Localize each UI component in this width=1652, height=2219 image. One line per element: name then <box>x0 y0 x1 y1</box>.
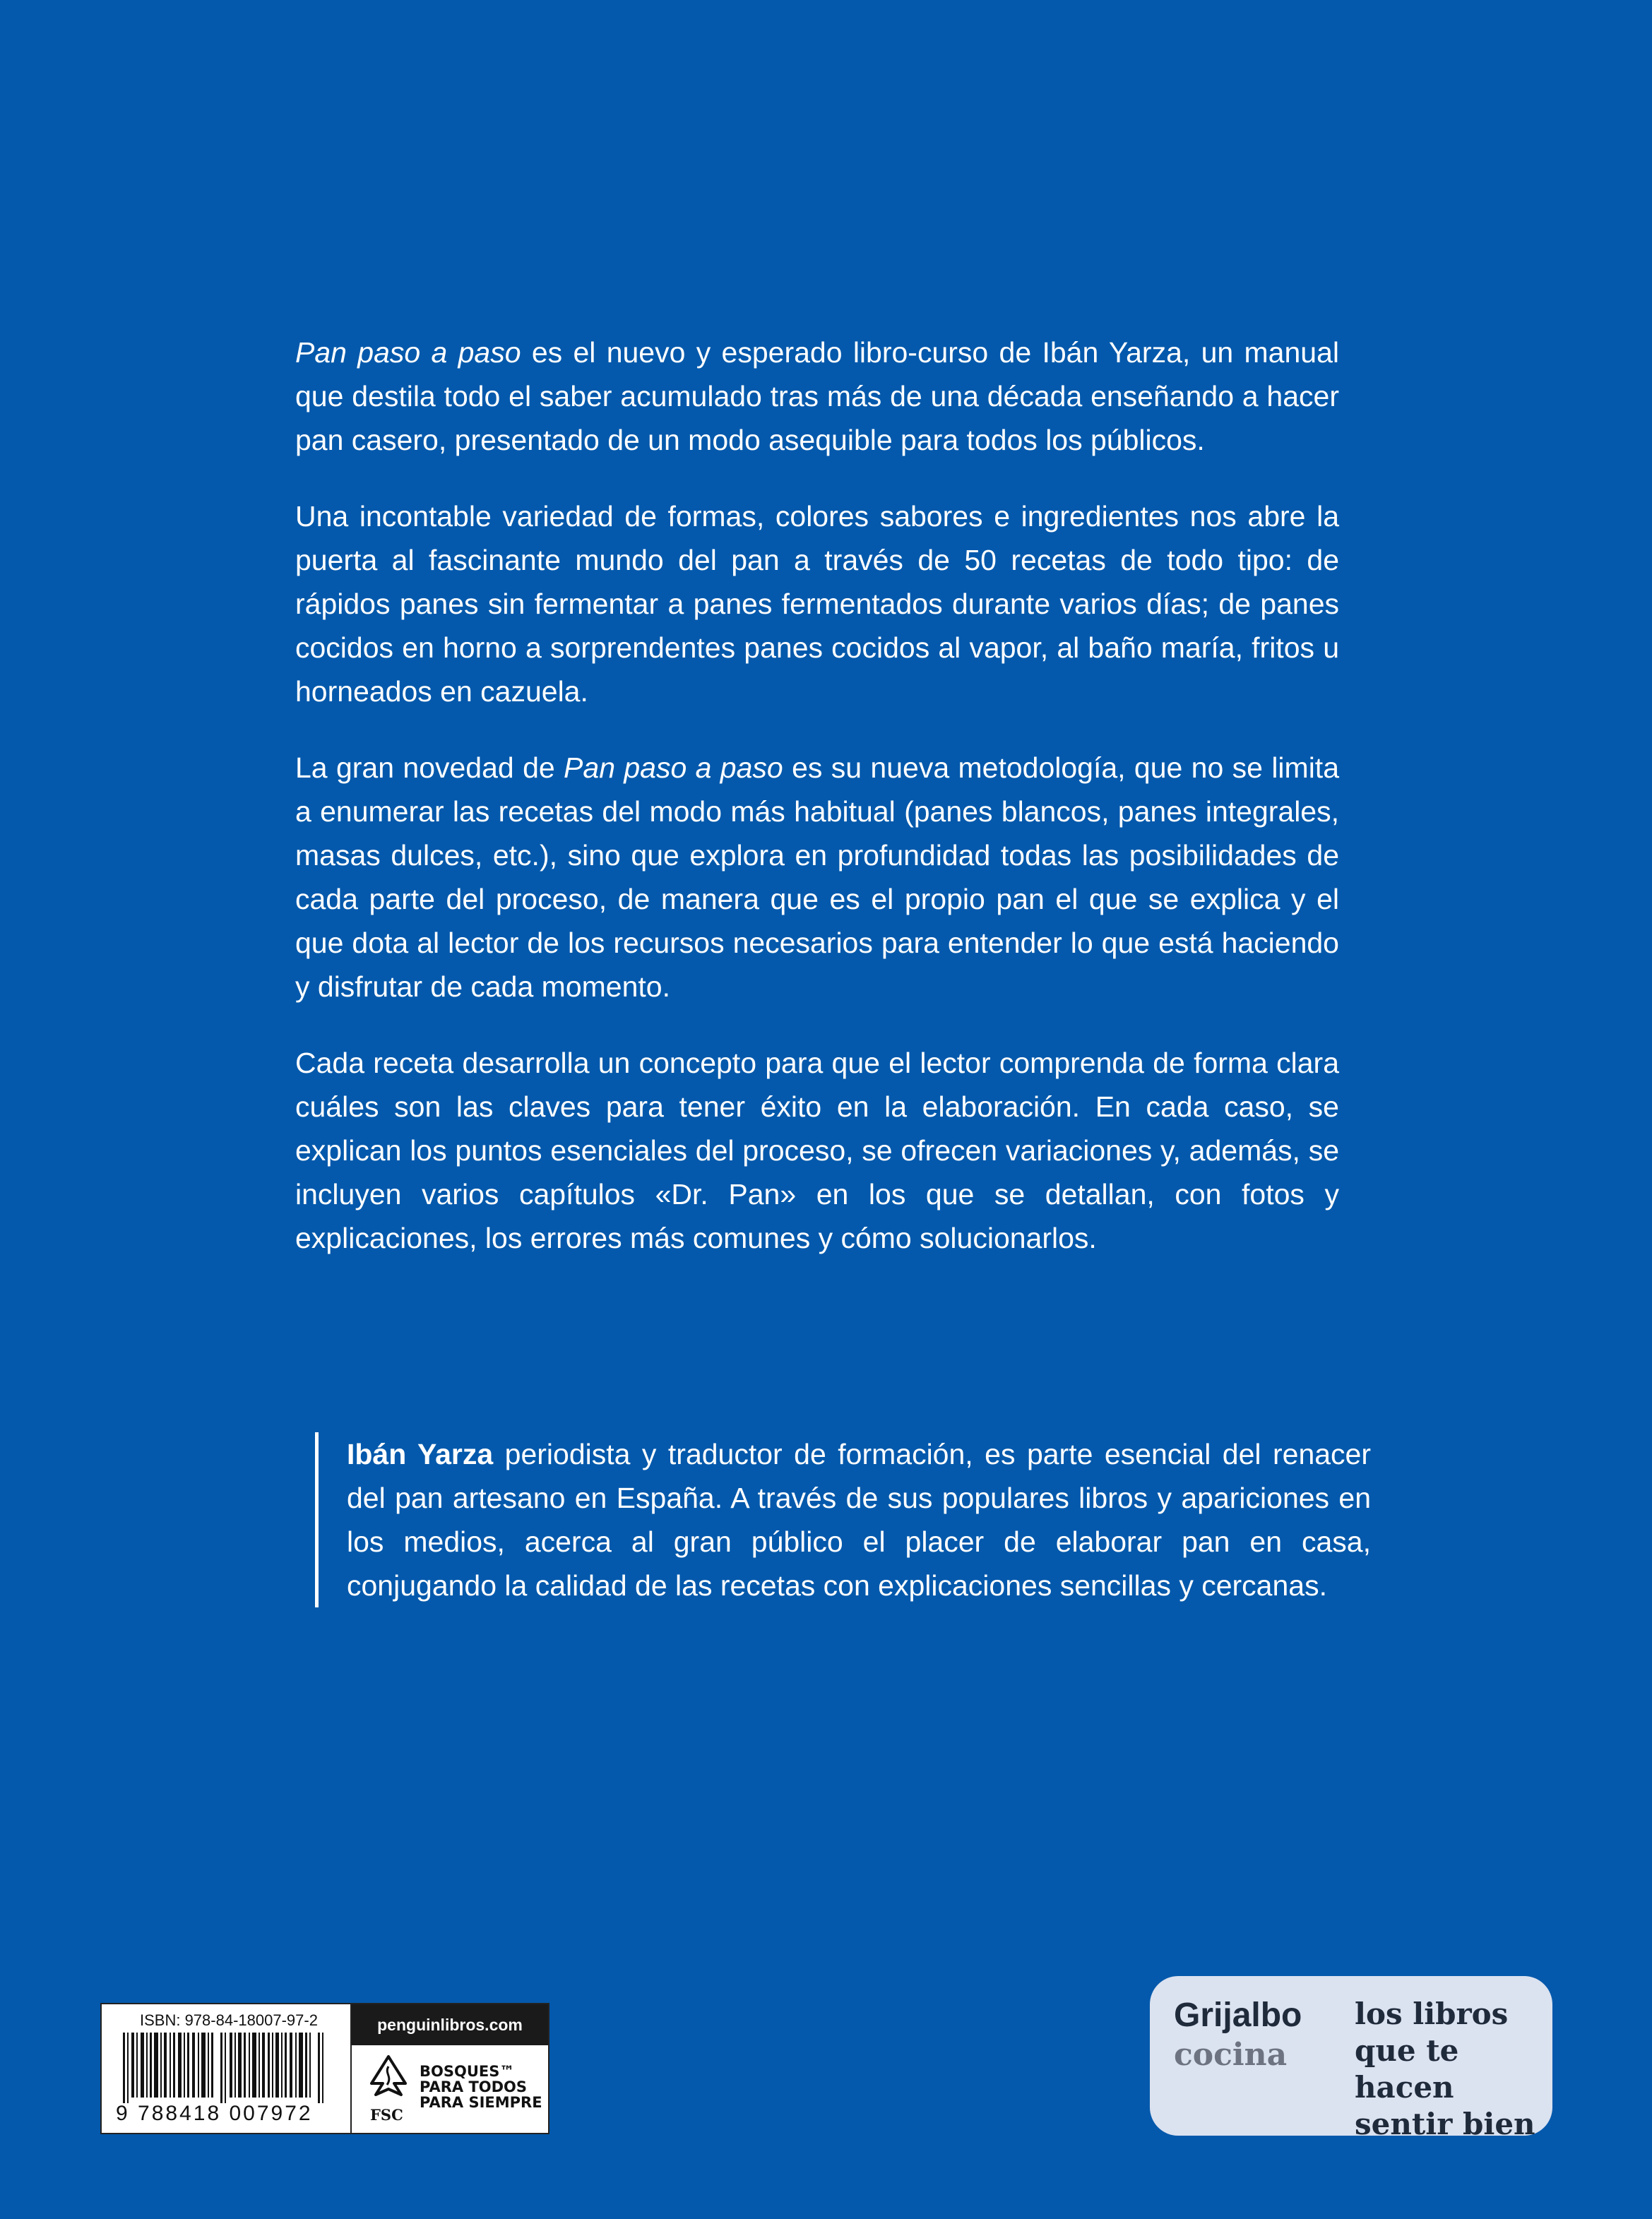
website-url: penguinlibros.com <box>352 2004 548 2045</box>
fsc-line-2: PARA TODOS <box>420 2078 528 2095</box>
author-name: Ibán Yarza <box>347 1438 494 1470</box>
publisher-web-area <box>352 2004 548 2133</box>
paragraph-2: Una incontable variedad de formas, colores sabores e ingredientes nos abre la puerta al fascinante mundo del pan a través de 50 recetas de todo tipo: de rápidos panes sin fermentar a panes fermentados durante varios días; de panes cocidos en horno a sorprendentes panes cocidos al vapor, al baño maría, fritos u horneados en cazuela. <box>295 500 1339 708</box>
slogan-line-3: sentir bien <box>1355 2107 1535 2141</box>
bio-text: periodista y traductor de formación, es parte esencial del renacer del pan artesano en España. A través de sus populares libros y apariciones en los medios, acerca al gran público el placer de elaborar pan en casa, conjugando la calidad de las recetas con explicaciones sencillas y cercanas. <box>347 1438 1371 1602</box>
bio-paragraph <box>347 1432 1371 1607</box>
barcode-digits: 9 788418 007972 <box>116 2102 313 2125</box>
barcode-box <box>100 2003 549 2134</box>
publisher-imprint: cocina <box>1174 2037 1288 2073</box>
paragraph-3-start: La gran novedad de <box>295 751 564 784</box>
slogan-line-1: los libros <box>1355 1997 1509 2031</box>
paragraph-4: Cada receta desarrolla un concepto para que el lector comprenda de forma clara cuáles son las claves para tener éxito en la elaboración. En cada caso, se explican los puntos esenciales del proceso, se ofrecen variaciones y, además, se incluyen varios capítulos «Dr. Pan» en los que se detallan, con fotos y explicaciones, los errores más comunes y cómo solucionarlos. <box>295 1047 1339 1254</box>
barcode-icon <box>123 2033 335 2103</box>
author-bio <box>315 1432 1371 1607</box>
fsc-label: FSC <box>370 2106 403 2124</box>
publisher-name: Grijalbo <box>1174 1997 1302 2034</box>
barcode-area <box>102 2004 352 2133</box>
fsc-slogan <box>420 2064 542 2110</box>
synopsis <box>295 331 1339 1292</box>
publisher-badge <box>1150 1976 1552 2141</box>
publisher-slogan <box>1355 1996 1552 2143</box>
fsc-line-1: BOSQUES™ <box>420 2063 515 2080</box>
fsc-tree-icon <box>366 2054 411 2103</box>
fsc-line-3: PARA SIEMPRE <box>420 2094 542 2111</box>
isbn-text: ISBN: 978-84-18007-97-2 <box>140 2011 318 2029</box>
book-title: Pan paso a paso <box>295 336 521 369</box>
slogan-line-2: que te hacen <box>1355 2033 1459 2105</box>
paragraph-1-text: es el nuevo y esperado libro-curso de Ibán Yarza, un manual que destila todo el saber acumulado tras más de una década enseñando a hacer pan casero, presentado de un modo asequible para todos los públicos. <box>295 336 1339 456</box>
book-title: Pan paso a paso <box>564 751 783 784</box>
paragraph-3-text: es su nueva metodología, que no se limita a enumerar las recetas del modo más habitual (panes blancos, panes integrales, masas dulces, etc.), sino que explora en profundidad todas las posibilidades de cada parte del proceso, de manera que es el propio pan el que se explica y el que dota al lector de los recursos necesarios para entender lo que está haciendo y disfrutar de cada momento. <box>295 751 1339 1003</box>
paragraph-1 <box>295 331 1339 462</box>
paragraph-3 <box>295 746 1339 1009</box>
